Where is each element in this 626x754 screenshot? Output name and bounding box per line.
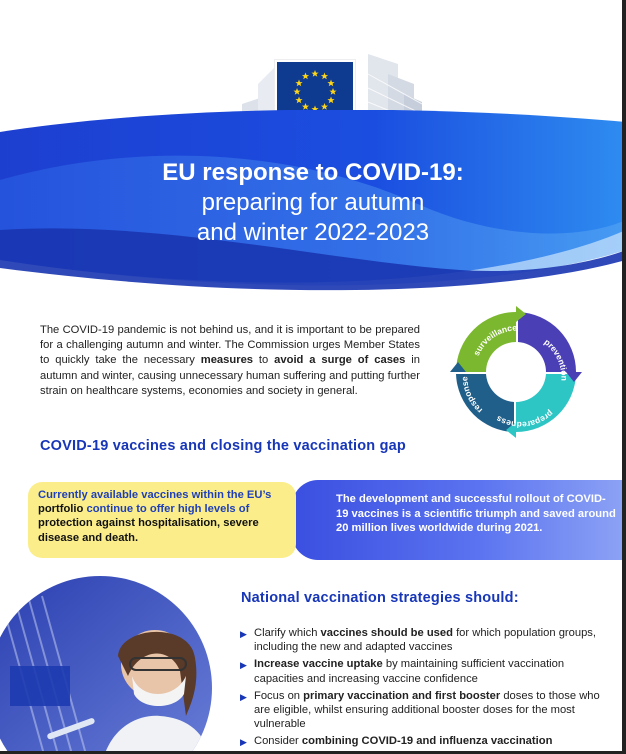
strategy-item bbox=[240, 657, 600, 685]
item-bold: primary vaccination and first booster bbox=[303, 689, 501, 702]
intro-text-1: The COVID-19 pandemic is not behind us, and it is important to be prepared for a challenging autumn and winter. The Commission urges Member States to quickly take the necessary bbox=[40, 324, 420, 367]
bullet-arrow-icon: ▶ bbox=[240, 737, 247, 748]
strategy-item bbox=[240, 734, 600, 748]
item-bold: vaccines should be used bbox=[320, 627, 453, 639]
healthcare-worker-photo bbox=[0, 576, 212, 754]
bullet-arrow-icon: ▶ bbox=[240, 660, 247, 671]
intro-bold-2: avoid a surge of cases bbox=[274, 354, 406, 367]
portfolio-text-1: Currently available vaccines within the EU’s bbox=[38, 489, 272, 501]
intro-bold-1: measures bbox=[200, 354, 254, 367]
rollout-info-text: The development and successful rollout of COVID-19 vaccines is a scientific triumph and saved around 20 million lives worldwide during 2021. bbox=[336, 493, 616, 534]
ring-label-response: response bbox=[459, 376, 485, 416]
strategies-heading: National vaccination strategies should: bbox=[241, 590, 519, 606]
portfolio-bold-1: portfolio bbox=[38, 503, 84, 516]
item-bold: combining COVID-19 and influenza vaccination bbox=[301, 735, 553, 748]
ring-label-preparedness: preparedness bbox=[494, 408, 556, 431]
item-text: doses to those who are eligible, whilst ensuring additional booster doses for the most vulnerable bbox=[254, 689, 600, 731]
ring-label-prevention: prevention bbox=[542, 336, 570, 382]
intro-text-3: in autumn and winter, causing unnecessary human suffering and putting further strain on healthcare systems, economies and society in general. bbox=[40, 354, 421, 397]
portfolio-text-2: continue to offer high levels of bbox=[83, 503, 250, 516]
rollout-info-box bbox=[292, 480, 626, 560]
intro-paragraph bbox=[40, 323, 420, 399]
portfolio-bold-2: protection against hospitalisation, severe disease and death. bbox=[38, 517, 259, 544]
item-text: for which population groups, including the new and adapted vaccines bbox=[254, 627, 597, 654]
strategy-item bbox=[240, 689, 600, 732]
item-text: by maintaining sufficient vaccination capacities and increasing vaccine confidence bbox=[254, 658, 565, 685]
vaccine-portfolio-box bbox=[28, 482, 296, 558]
ring-label-surveillance: surveillance bbox=[471, 322, 518, 358]
cycle-ring-diagram bbox=[446, 302, 586, 442]
page-border-right bbox=[622, 0, 626, 754]
title-line-3: and winter 2022-2023 bbox=[196, 219, 430, 246]
intro-text-2: to bbox=[253, 354, 275, 367]
item-text: Consider bbox=[254, 735, 302, 748]
item-text: Focus on bbox=[254, 689, 304, 702]
vaccines-section-heading: COVID-19 vaccines and closing the vaccination gap bbox=[40, 438, 406, 454]
eu-flag-icon bbox=[277, 62, 353, 114]
bullet-arrow-icon: ▶ bbox=[240, 691, 247, 702]
title-line-2: preparing for autumn bbox=[201, 189, 425, 216]
hero-title bbox=[0, 158, 626, 248]
item-bold: Increase vaccine uptake bbox=[254, 658, 383, 671]
strategies-list bbox=[240, 626, 600, 752]
item-text: Clarify which bbox=[254, 627, 321, 639]
bullet-arrow-icon: ▶ bbox=[240, 629, 247, 639]
strategy-item bbox=[240, 626, 600, 654]
title-line-1: EU response to COVID-19: bbox=[162, 159, 464, 186]
